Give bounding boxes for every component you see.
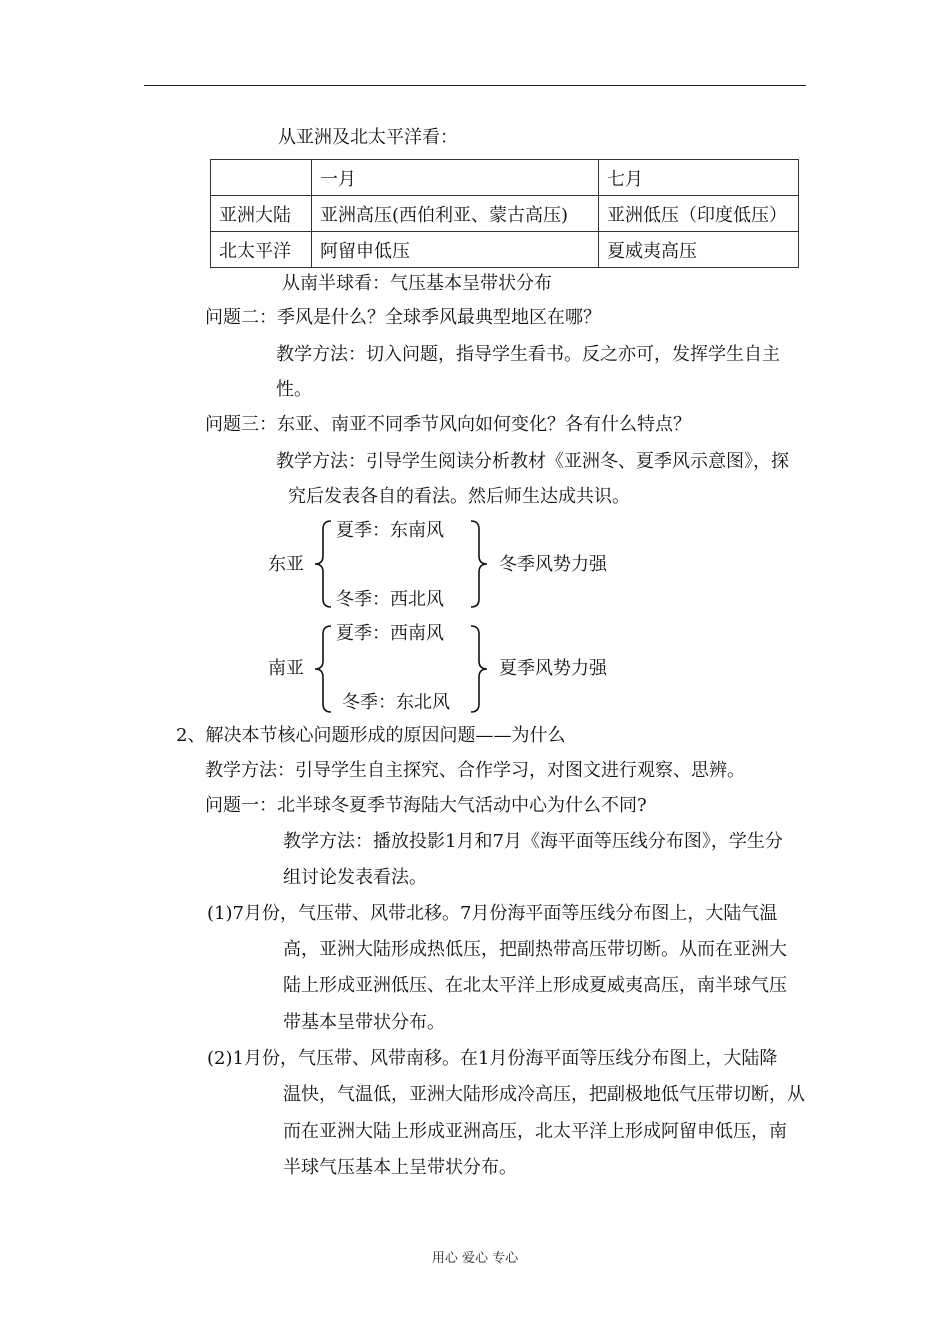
question-one-method-cont: 组讨论发表看法。: [283, 867, 427, 888]
question-one-method: 教学方法：播放投影1月和7月《海平面等压线分布图》，学生分: [283, 831, 783, 852]
paragraph-two-line: 温快，气温低，亚洲大陆形成冷高压，把副极地低气压带切断，从: [283, 1084, 805, 1105]
question-three-method: 教学方法：引导学生阅读分析教材《亚洲冬、夏季风示意图》，探: [276, 451, 789, 472]
table-row: [211, 196, 799, 232]
intro-line: 从亚洲及北太平洋看：: [278, 127, 458, 148]
south-asia-summer: 夏季：西南风: [336, 623, 444, 644]
question-one: 问题一：北半球冬夏季节海陆大气活动中心为什么不同?: [205, 795, 647, 816]
paragraph-one-line: (1)7月份，气压带、风带北移。7月份海平面等压线分布图上，大陆气温: [207, 903, 778, 924]
table-cell: 七月: [599, 160, 799, 196]
right-brace-icon: [467, 519, 491, 609]
paragraph-one-line: 高，亚洲大陆形成热低压，把副热带高压带切断。从而在亚洲大: [283, 939, 787, 960]
paragraph-two-line: (2)1月份，气压带、风带南移。在1月份海平面等压线分布图上，大陆降: [207, 1048, 778, 1069]
east-asia-label: 东亚: [268, 554, 304, 575]
left-brace-icon: [311, 519, 335, 609]
table-cell: 亚洲大陆: [211, 196, 312, 232]
paragraph-two-line: 半球气压基本上呈带状分布。: [283, 1157, 517, 1178]
paragraph-one-line: 带基本呈带状分布。: [283, 1012, 445, 1033]
table-cell: 亚洲低压（印度低压）: [599, 196, 799, 232]
question-two-method-cont: 性。: [276, 379, 312, 400]
table-cell: 一月: [312, 160, 599, 196]
east-asia-winter: 冬季：西北风: [336, 589, 444, 610]
section-two-method: 教学方法：引导学生自主探究、合作学习，对图文进行观察、思辨。: [205, 760, 745, 781]
table-row: [211, 232, 799, 268]
paragraph-one-line: 陆上形成亚洲低压、在北太平洋上形成夏威夷高压，南半球气压: [283, 975, 787, 996]
left-brace-icon: [311, 624, 335, 714]
question-two: 问题二：季风是什么？全球季风最典型地区在哪？: [205, 307, 601, 328]
table-cell: 北太平洋: [211, 232, 312, 268]
south-asia-conclusion: 夏季风势力强: [499, 658, 607, 679]
question-two-method: 教学方法：切入问题，指导学生看书。反之亦可，发挥学生自主: [276, 344, 780, 365]
table-cell: 阿留申低压: [312, 232, 599, 268]
south-asia-winter: 冬季：东北风: [342, 692, 450, 713]
south-asia-label: 南亚: [268, 658, 304, 679]
table-cell: 夏威夷高压: [599, 232, 799, 268]
paragraph-two-line: 而在亚洲大陆上形成亚洲高压，北太平洋上形成阿留申低压，南: [283, 1121, 787, 1142]
south-hemisphere-line: 从南半球看：气压基本呈带状分布: [282, 273, 552, 294]
table-cell: 亚洲高压(西伯利亚、蒙古高压): [312, 196, 599, 232]
right-brace-icon: [467, 624, 491, 714]
question-three: 问题三：东亚、南亚不同季节风向如何变化？各有什么特点？: [205, 414, 691, 435]
page-footer: 用心 爱心 专心: [431, 1251, 519, 1266]
section-two-title: 2、解决本节核心问题形成的原因问题——为什么: [176, 725, 566, 746]
east-asia-conclusion: 冬季风势力强: [499, 554, 607, 575]
header-rule: [144, 85, 806, 86]
question-three-method-cont: 究后发表各自的看法。然后师生达成共识。: [288, 486, 630, 507]
table-header-row: [211, 160, 799, 196]
east-asia-summer: 夏季：东南风: [336, 520, 444, 541]
table-cell: [211, 160, 312, 196]
pressure-table: [210, 159, 799, 268]
